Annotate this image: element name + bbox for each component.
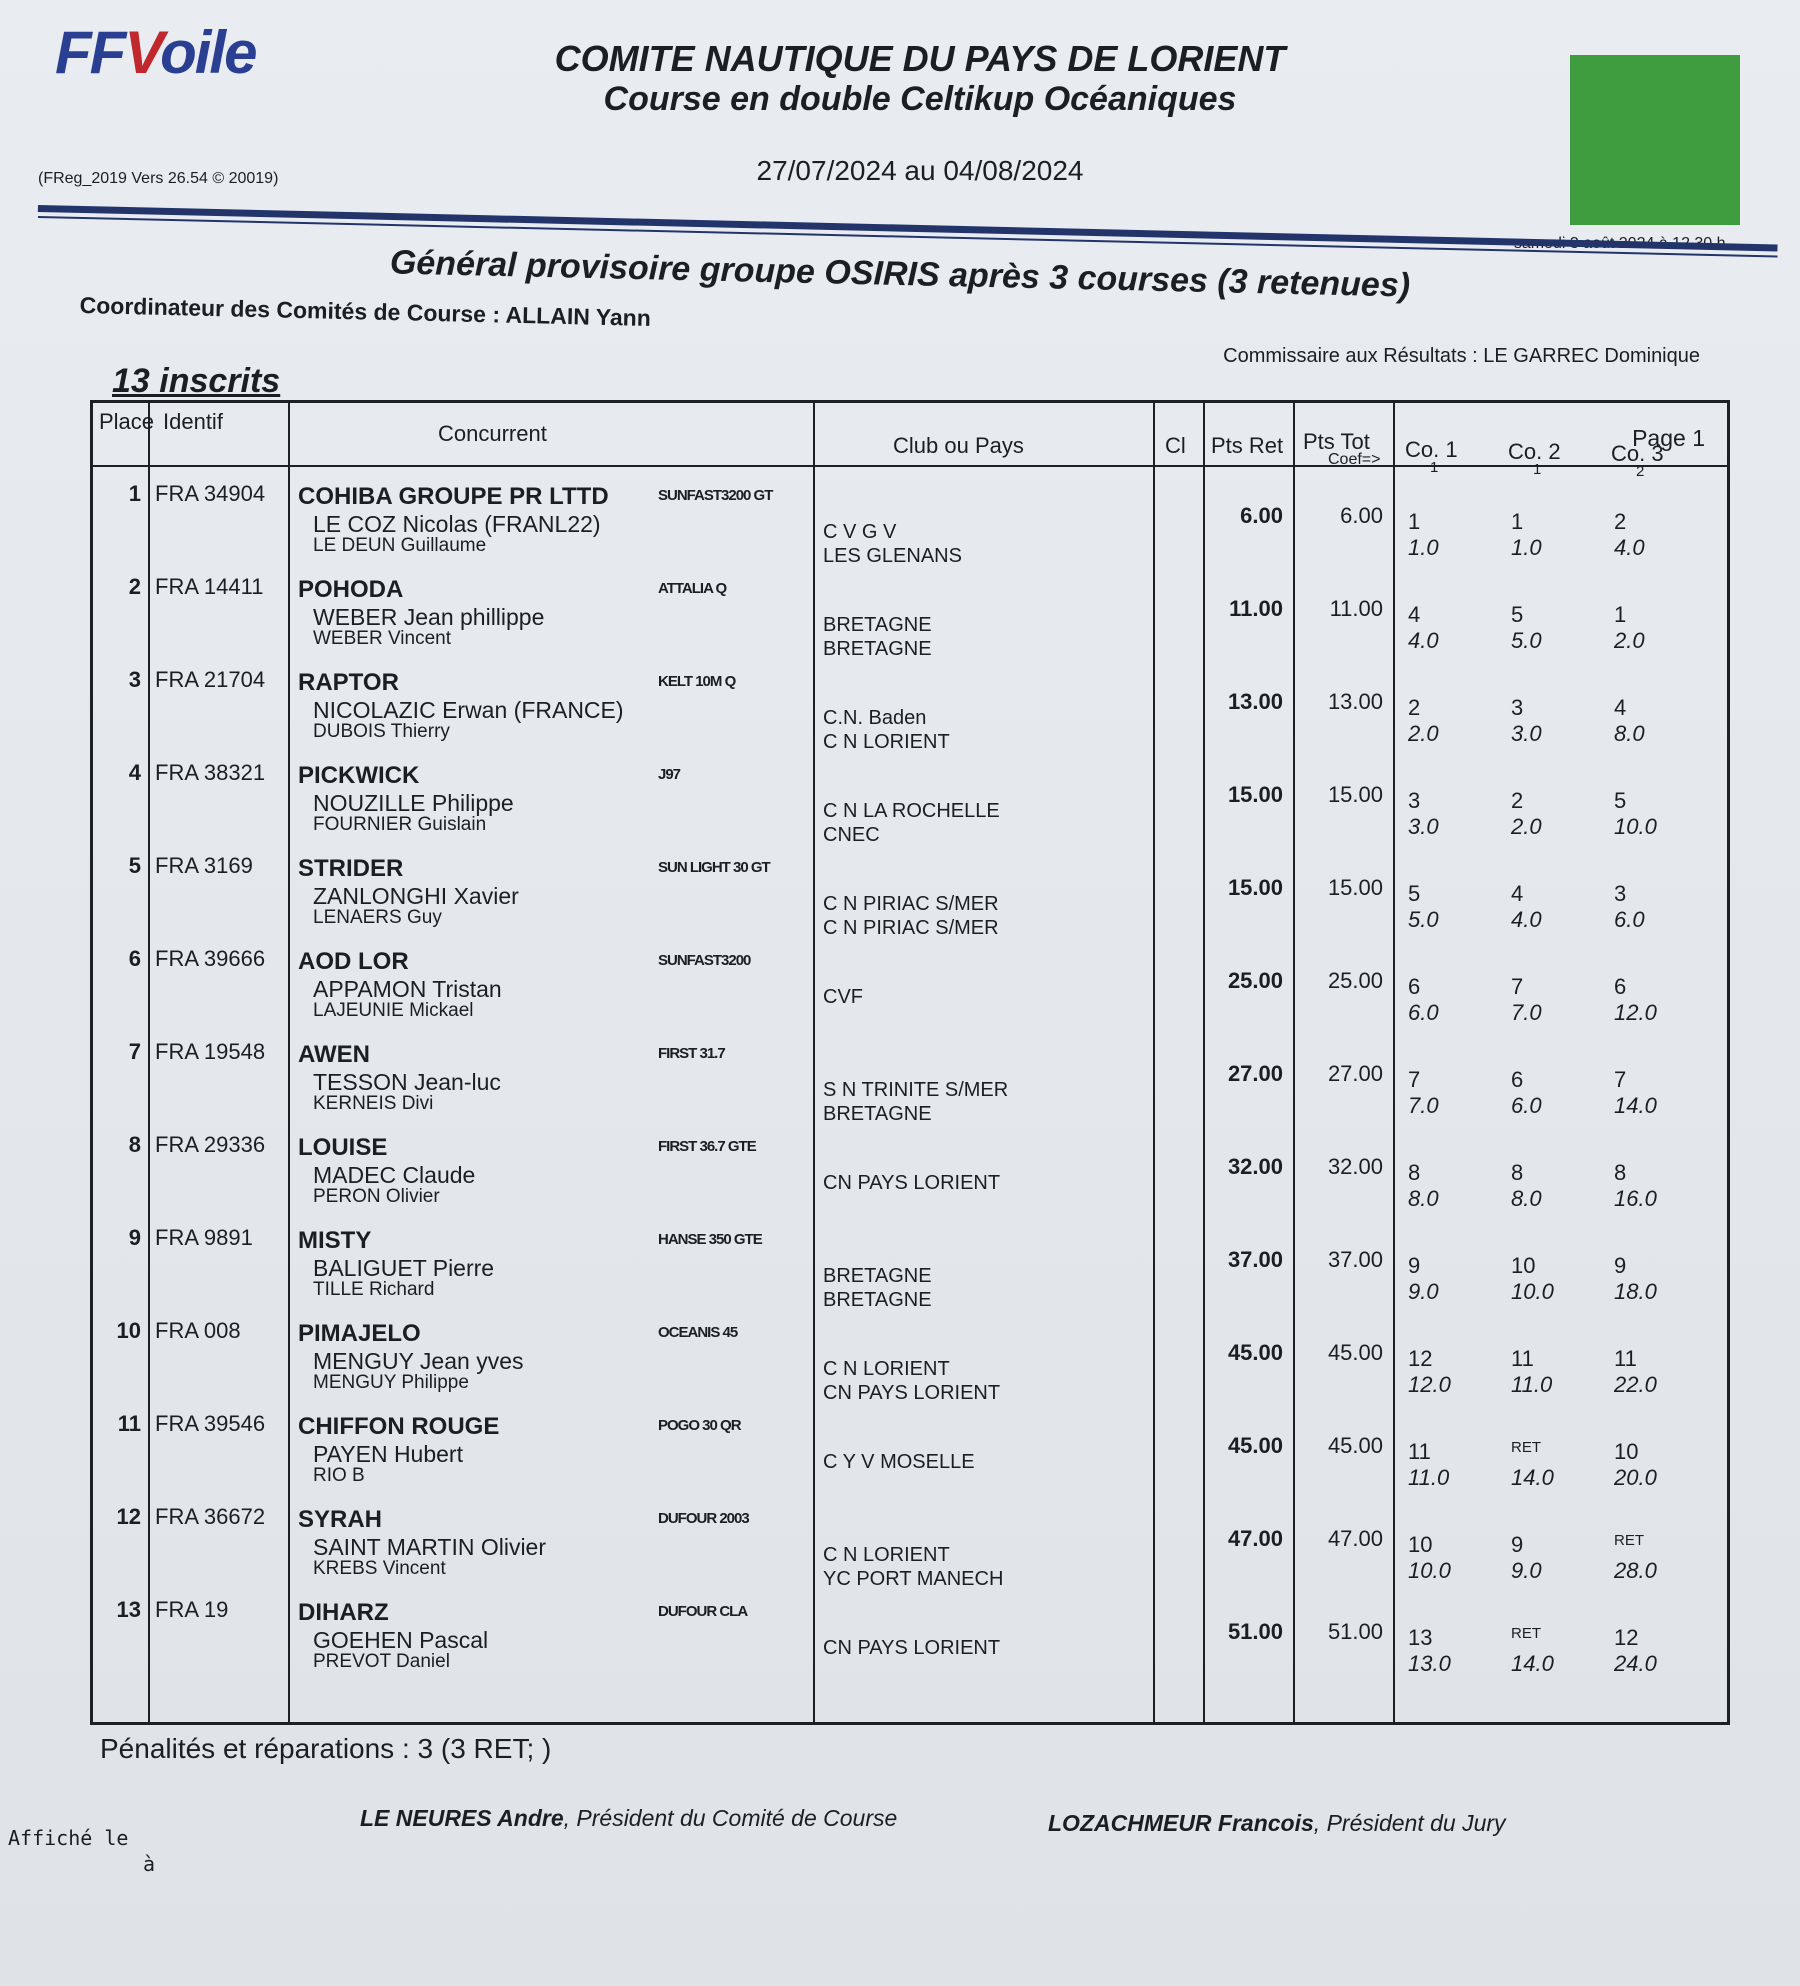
row-boat-name: STRIDER <box>298 855 404 882</box>
table-row <box>93 1029 1727 1125</box>
row-race-2-rank: 10 <box>1511 1253 1536 1278</box>
row-race-3-rank: 12 <box>1614 1625 1639 1650</box>
coordinator: Coordinateur des Comités de Course : ALLAIN Yann <box>79 292 652 331</box>
table-row <box>93 1215 1727 1311</box>
row-club-1: BRETAGNE <box>823 1265 932 1287</box>
row-place: 13 <box>116 1597 141 1622</box>
row-club-1: CN PAYS LORIENT <box>823 1637 1001 1659</box>
row-race-3-points: 6.0 <box>1614 907 1645 932</box>
row-race-3-points: 18.0 <box>1614 1279 1657 1304</box>
row-race-2-points: 14.0 <box>1511 1651 1554 1676</box>
table-row <box>93 843 1727 939</box>
row-place: 10 <box>116 1318 141 1343</box>
row-boat-name: DIHARZ <box>298 1599 389 1626</box>
row-boat-type: ATTALIA Q <box>658 580 727 597</box>
row-race-3-points: 8.0 <box>1614 721 1645 746</box>
row-place: 7 <box>128 1039 141 1064</box>
entries-count: 13 inscrits <box>112 362 281 400</box>
posted-block <box>8 1825 155 1877</box>
row-ident: FRA 14411 <box>155 574 264 599</box>
row-race-2-points: 2.0 <box>1511 814 1542 839</box>
row-crew: DUBOIS Thierry <box>313 721 450 742</box>
row-race-1-points: 9.0 <box>1408 1279 1439 1304</box>
row-race-1-points: 12.0 <box>1408 1372 1451 1397</box>
row-ident: FRA 34904 <box>155 481 266 506</box>
row-boat-name: CHIFFON ROUGE <box>298 1413 500 1440</box>
row-race-1-rank: 10 <box>1408 1532 1433 1557</box>
row-club-2: BRETAGNE <box>823 1289 932 1311</box>
header-ident: Identif <box>163 409 223 434</box>
header-divider <box>93 465 1727 467</box>
row-points-total: 13.00 <box>1327 689 1383 714</box>
row-boat-name: MISTY <box>298 1227 372 1254</box>
row-race-3-points: 20.0 <box>1614 1465 1657 1490</box>
row-club-1: C.N. Baden <box>823 707 927 729</box>
row-race-3-points: 22.0 <box>1614 1372 1657 1397</box>
row-points-total: 51.00 <box>1327 1619 1383 1644</box>
row-boat-type: SUNFAST3200 <box>658 952 751 969</box>
row-crew: FOURNIER Guislain <box>313 814 487 835</box>
row-race-3-rank: 7 <box>1614 1067 1627 1092</box>
row-skipper: APPAMON Tristan <box>313 976 502 1002</box>
row-boat-type: DUFOUR 2003 <box>658 1510 749 1527</box>
row-points-retained: 13.00 <box>1227 689 1283 714</box>
row-boat-name: PICKWICK <box>298 762 420 789</box>
row-boat-type: J97 <box>658 766 681 783</box>
row-race-3-points: 24.0 <box>1614 1651 1657 1676</box>
row-club-1: CN PAYS LORIENT <box>823 1172 1001 1194</box>
table-row <box>93 1494 1727 1590</box>
row-race-1-points: 5.0 <box>1408 907 1439 932</box>
row-race-2-rank: 8 <box>1511 1160 1524 1185</box>
row-boat-name: COHIBA GROUPE PR LTTD <box>298 483 609 510</box>
row-crew: LAJEUNIE Mickael <box>313 1000 474 1021</box>
row-skipper: MENGUY Jean yves <box>313 1348 524 1374</box>
page-number: Page 1 <box>1632 425 1705 451</box>
row-race-1-rank: 8 <box>1408 1160 1421 1185</box>
row-crew: TILLE Richard <box>313 1279 435 1300</box>
row-ident: FRA 008 <box>155 1318 241 1343</box>
row-race-2-points: 3.0 <box>1511 721 1542 746</box>
header-co3: Co. 3 <box>1611 441 1664 466</box>
table-row <box>93 936 1727 1029</box>
row-boat-type: KELT 10M Q <box>658 673 736 690</box>
row-race-1-rank: 11 <box>1408 1439 1431 1464</box>
row-ident: FRA 9891 <box>155 1225 253 1250</box>
row-points-retained: 27.00 <box>1227 1061 1283 1086</box>
posted-time-label: à <box>143 1852 156 1876</box>
row-club-2: C N LORIENT <box>823 731 950 753</box>
row-skipper: NOUZILLE Philippe <box>313 790 514 816</box>
header-pts-tot: Pts Tot <box>1303 429 1370 454</box>
header-co3-coef: 2 <box>1636 463 1645 480</box>
row-points-total: 37.00 <box>1327 1247 1383 1272</box>
row-race-1-points: 7.0 <box>1408 1093 1439 1118</box>
row-boat-name: AOD LOR <box>298 948 409 975</box>
row-boat-type: HANSE 350 GTE <box>658 1231 762 1248</box>
row-points-retained: 32.00 <box>1227 1154 1283 1179</box>
row-boat-type: OCEANIS 45 <box>658 1324 738 1341</box>
row-race-2-points: 11.0 <box>1511 1372 1553 1397</box>
row-race-2-rank: 4 <box>1511 881 1524 906</box>
row-club-1: C N PIRIAC S/MER <box>823 893 999 915</box>
row-place: 9 <box>128 1225 141 1250</box>
row-skipper: ZANLONGHI Xavier <box>313 883 519 909</box>
row-points-retained: 25.00 <box>1227 968 1283 993</box>
row-crew: KREBS Vincent <box>313 1558 446 1579</box>
results-officer: Commissaire aux Résultats : LE GARREC Dominique <box>1223 345 1700 367</box>
row-crew: PREVOT Daniel <box>313 1651 450 1672</box>
row-race-1-points: 2.0 <box>1408 721 1439 746</box>
row-race-2-rank: 9 <box>1511 1532 1524 1557</box>
row-race-3-rank: 1 <box>1614 602 1627 627</box>
row-race-3-points: 10.0 <box>1614 814 1657 839</box>
row-race-2-points: 8.0 <box>1511 1186 1542 1211</box>
row-place: 12 <box>116 1504 141 1529</box>
organizer-title: COMITE NAUTIQUE DU PAYS DE LORIENT <box>554 38 1286 79</box>
row-club-1: BRETAGNE <box>823 614 932 636</box>
page-title: Général provisoire groupe OSIRIS après 3 courses (3 retenues) <box>389 243 1411 305</box>
software-version: (FReg_2019 Vers 26.54 © 20019) <box>38 170 279 187</box>
row-points-total: 6.00 <box>1340 503 1383 528</box>
race-committee-president: LE NEURES Andre, Président du Comité de Course <box>360 1805 898 1831</box>
row-club-2: YC PORT MANECH <box>823 1568 1004 1590</box>
row-race-3-rank: 6 <box>1614 974 1627 999</box>
row-points-retained: 6.00 <box>1240 503 1283 528</box>
row-club-1: C N LA ROCHELLE <box>823 800 1000 822</box>
row-points-retained: 15.00 <box>1227 875 1283 900</box>
event-dates: 27/07/2024 au 04/08/2024 <box>756 155 1084 186</box>
row-skipper: MADEC Claude <box>313 1162 476 1188</box>
row-boat-name: POHODA <box>298 576 404 603</box>
row-race-1-rank: 2 <box>1408 695 1421 720</box>
row-place: 6 <box>128 946 141 971</box>
row-crew: WEBER Vincent <box>313 628 451 649</box>
penalties-summary: Pénalités et réparations : 3 (3 RET; ) <box>100 1733 552 1764</box>
row-crew: MENGUY Philippe <box>313 1372 469 1393</box>
row-race-1-rank: 7 <box>1408 1067 1421 1092</box>
row-race-2-rank: RET <box>1511 1625 1541 1642</box>
posted-date-label: Affiché le <box>8 1826 129 1850</box>
row-points-total: 25.00 <box>1327 968 1383 993</box>
row-place: 2 <box>128 574 141 599</box>
row-race-3-points: 16.0 <box>1614 1186 1657 1211</box>
row-points-total: 11.00 <box>1329 596 1383 621</box>
row-boat-type: SUNFAST3200 GT <box>658 487 773 504</box>
row-boat-name: SYRAH <box>298 1506 383 1533</box>
row-race-2-points: 1.0 <box>1511 535 1542 560</box>
row-race-2-rank: 6 <box>1511 1067 1524 1092</box>
row-race-2-rank: 3 <box>1511 695 1524 720</box>
row-place: 11 <box>117 1411 141 1436</box>
row-points-retained: 51.00 <box>1227 1619 1283 1644</box>
row-race-1-points: 11.0 <box>1408 1465 1450 1490</box>
row-race-2-points: 10.0 <box>1511 1279 1554 1304</box>
row-club-1: C Y V MOSELLE <box>823 1451 975 1473</box>
row-boat-type: FIRST 36.7 GTE <box>658 1138 756 1155</box>
header-coef: Coef=> <box>1328 451 1381 468</box>
row-boat-name: PIMAJELO <box>298 1320 421 1347</box>
row-place: 8 <box>128 1132 141 1157</box>
row-skipper: NICOLAZIC Erwan (FRANCE) <box>313 697 624 723</box>
row-points-retained: 37.00 <box>1227 1247 1283 1272</box>
jury-president: LOZACHMEUR Francois, Président du Jury <box>1048 1810 1506 1836</box>
event-title: Course en double Celtikup Océaniques <box>603 80 1237 118</box>
row-race-2-rank: 5 <box>1511 602 1524 627</box>
row-race-1-rank: 12 <box>1408 1346 1433 1371</box>
header-competitor: Concurrent <box>438 421 547 446</box>
header-co1: Co. 1 <box>1405 437 1458 462</box>
results-table <box>90 400 1730 1725</box>
row-club-2: LES GLENANS <box>823 545 962 567</box>
row-points-retained: 47.00 <box>1227 1526 1283 1551</box>
row-club-1: C V G V <box>823 521 897 543</box>
row-race-1-points: 13.0 <box>1408 1651 1451 1676</box>
row-points-retained: 15.00 <box>1227 782 1283 807</box>
row-race-3-rank: 2 <box>1614 509 1627 534</box>
row-race-1-rank: 9 <box>1408 1253 1421 1278</box>
table-row <box>93 1401 1727 1494</box>
row-ident: FRA 29336 <box>155 1132 266 1157</box>
row-ident: FRA 36672 <box>155 1504 266 1529</box>
row-race-1-rank: 3 <box>1408 788 1421 813</box>
table-row <box>93 471 1727 567</box>
row-race-1-rank: 4 <box>1408 602 1421 627</box>
header-place: Place <box>99 409 155 434</box>
row-club-1: S N TRINITE S/MER <box>823 1079 1009 1101</box>
row-place: 5 <box>128 853 141 878</box>
row-race-2-points: 14.0 <box>1511 1465 1554 1490</box>
row-ident: FRA 3169 <box>155 853 253 878</box>
table-row <box>93 1587 1727 1680</box>
row-place: 3 <box>128 667 141 692</box>
row-ident: FRA 19 <box>155 1597 229 1622</box>
row-points-total: 47.00 <box>1327 1526 1383 1551</box>
row-skipper: PAYEN Hubert <box>313 1441 463 1467</box>
header-cl: Cl <box>1165 433 1186 458</box>
row-crew: LE DEUN Guillaume <box>313 535 487 556</box>
row-points-total: 32.00 <box>1327 1154 1383 1179</box>
row-race-3-rank: 10 <box>1614 1439 1639 1464</box>
row-race-3-points: 4.0 <box>1614 535 1645 560</box>
row-race-1-points: 3.0 <box>1408 814 1439 839</box>
green-square <box>1570 55 1740 225</box>
row-race-1-points: 4.0 <box>1408 628 1439 653</box>
row-race-1-points: 8.0 <box>1408 1186 1439 1211</box>
row-race-2-rank: 11 <box>1511 1346 1534 1371</box>
row-points-total: 45.00 <box>1327 1433 1383 1458</box>
ffvoile-logo: FFVoile <box>55 19 256 86</box>
row-points-retained: 45.00 <box>1227 1433 1283 1458</box>
header-co2-coef: 1 <box>1533 461 1542 478</box>
header-co2: Co. 2 <box>1508 439 1561 464</box>
row-race-1-rank: 13 <box>1408 1625 1433 1650</box>
row-skipper: SAINT MARTIN Olivier <box>313 1534 547 1560</box>
row-race-2-points: 7.0 <box>1511 1000 1542 1025</box>
row-race-3-rank: 11 <box>1614 1346 1637 1371</box>
row-boat-type: DUFOUR CLA <box>658 1603 748 1620</box>
row-race-2-points: 6.0 <box>1511 1093 1542 1118</box>
row-race-2-rank: 1 <box>1511 509 1524 534</box>
row-race-1-rank: 6 <box>1408 974 1421 999</box>
row-race-3-points: 2.0 <box>1614 628 1645 653</box>
row-race-2-rank: RET <box>1511 1439 1541 1456</box>
table-row <box>93 1122 1727 1215</box>
row-ident: FRA 19548 <box>155 1039 266 1064</box>
row-club-1: C N LORIENT <box>823 1544 950 1566</box>
row-points-total: 45.00 <box>1327 1340 1383 1365</box>
row-points-retained: 45.00 <box>1227 1340 1283 1365</box>
row-club-2: BRETAGNE <box>823 638 932 660</box>
row-race-3-rank: 3 <box>1614 881 1627 906</box>
row-boat-type: POGO 30 QR <box>658 1417 741 1434</box>
row-ident: FRA 39666 <box>155 946 266 971</box>
row-place: 4 <box>128 760 141 785</box>
row-skipper: BALIGUET Pierre <box>313 1255 495 1281</box>
row-race-3-rank: 5 <box>1614 788 1627 813</box>
row-ident: FRA 39546 <box>155 1411 266 1436</box>
header-pts-ret: Pts Ret <box>1211 433 1284 458</box>
row-points-retained: 11.00 <box>1229 596 1283 621</box>
row-skipper: TESSON Jean-luc <box>313 1069 501 1095</box>
row-club-2: CNEC <box>823 824 880 846</box>
row-ident: FRA 21704 <box>155 667 266 692</box>
row-race-3-points: 14.0 <box>1614 1093 1657 1118</box>
row-race-1-points: 6.0 <box>1408 1000 1439 1025</box>
row-race-2-rank: 7 <box>1511 974 1524 999</box>
row-race-3-points: 28.0 <box>1614 1558 1657 1583</box>
row-boat-name: LOUISE <box>298 1134 388 1161</box>
row-skipper: WEBER Jean phillippe <box>313 604 545 630</box>
table-row <box>93 750 1727 846</box>
row-race-1-points: 1.0 <box>1408 535 1439 560</box>
row-points-total: 27.00 <box>1327 1061 1383 1086</box>
table-row <box>93 564 1727 660</box>
row-boat-type: FIRST 31.7 <box>658 1045 725 1062</box>
row-boat-name: AWEN <box>298 1041 370 1068</box>
row-race-1-rank: 1 <box>1408 509 1421 534</box>
row-race-3-rank: 4 <box>1614 695 1627 720</box>
row-race-2-points: 4.0 <box>1511 907 1542 932</box>
row-club-1: CVF <box>823 986 863 1008</box>
row-race-3-rank: 8 <box>1614 1160 1627 1185</box>
row-points-total: 15.00 <box>1327 782 1383 807</box>
row-club-2: CN PAYS LORIENT <box>823 1382 1001 1404</box>
row-race-3-points: 12.0 <box>1614 1000 1657 1025</box>
row-place: 1 <box>128 481 141 506</box>
row-race-2-rank: 2 <box>1511 788 1524 813</box>
header-club: Club ou Pays <box>893 433 1024 458</box>
row-race-2-points: 9.0 <box>1511 1558 1542 1583</box>
row-boat-type: SUN LIGHT 30 GT <box>658 859 770 876</box>
row-race-1-rank: 5 <box>1408 881 1421 906</box>
table-row <box>93 657 1727 753</box>
row-crew: RIO B <box>313 1465 365 1486</box>
row-race-3-rank: RET <box>1614 1532 1644 1549</box>
row-skipper: LE COZ Nicolas (FRANL22) <box>313 511 601 537</box>
table-row <box>93 1308 1727 1404</box>
row-skipper: GOEHEN Pascal <box>313 1627 489 1653</box>
row-ident: FRA 38321 <box>155 760 266 785</box>
row-club-1: C N LORIENT <box>823 1358 950 1380</box>
row-club-2: C N PIRIAC S/MER <box>823 917 999 939</box>
header-co1-coef: 1 <box>1430 459 1439 476</box>
row-race-3-rank: 9 <box>1614 1253 1627 1278</box>
row-crew: PERON Olivier <box>313 1186 440 1207</box>
row-race-1-points: 10.0 <box>1408 1558 1451 1583</box>
row-crew: KERNEIS Divi <box>313 1093 434 1114</box>
row-points-total: 15.00 <box>1327 875 1383 900</box>
row-race-2-points: 5.0 <box>1511 628 1542 653</box>
row-crew: LENAERS Guy <box>313 907 442 928</box>
row-club-2: BRETAGNE <box>823 1103 932 1125</box>
row-boat-name: RAPTOR <box>298 669 399 696</box>
